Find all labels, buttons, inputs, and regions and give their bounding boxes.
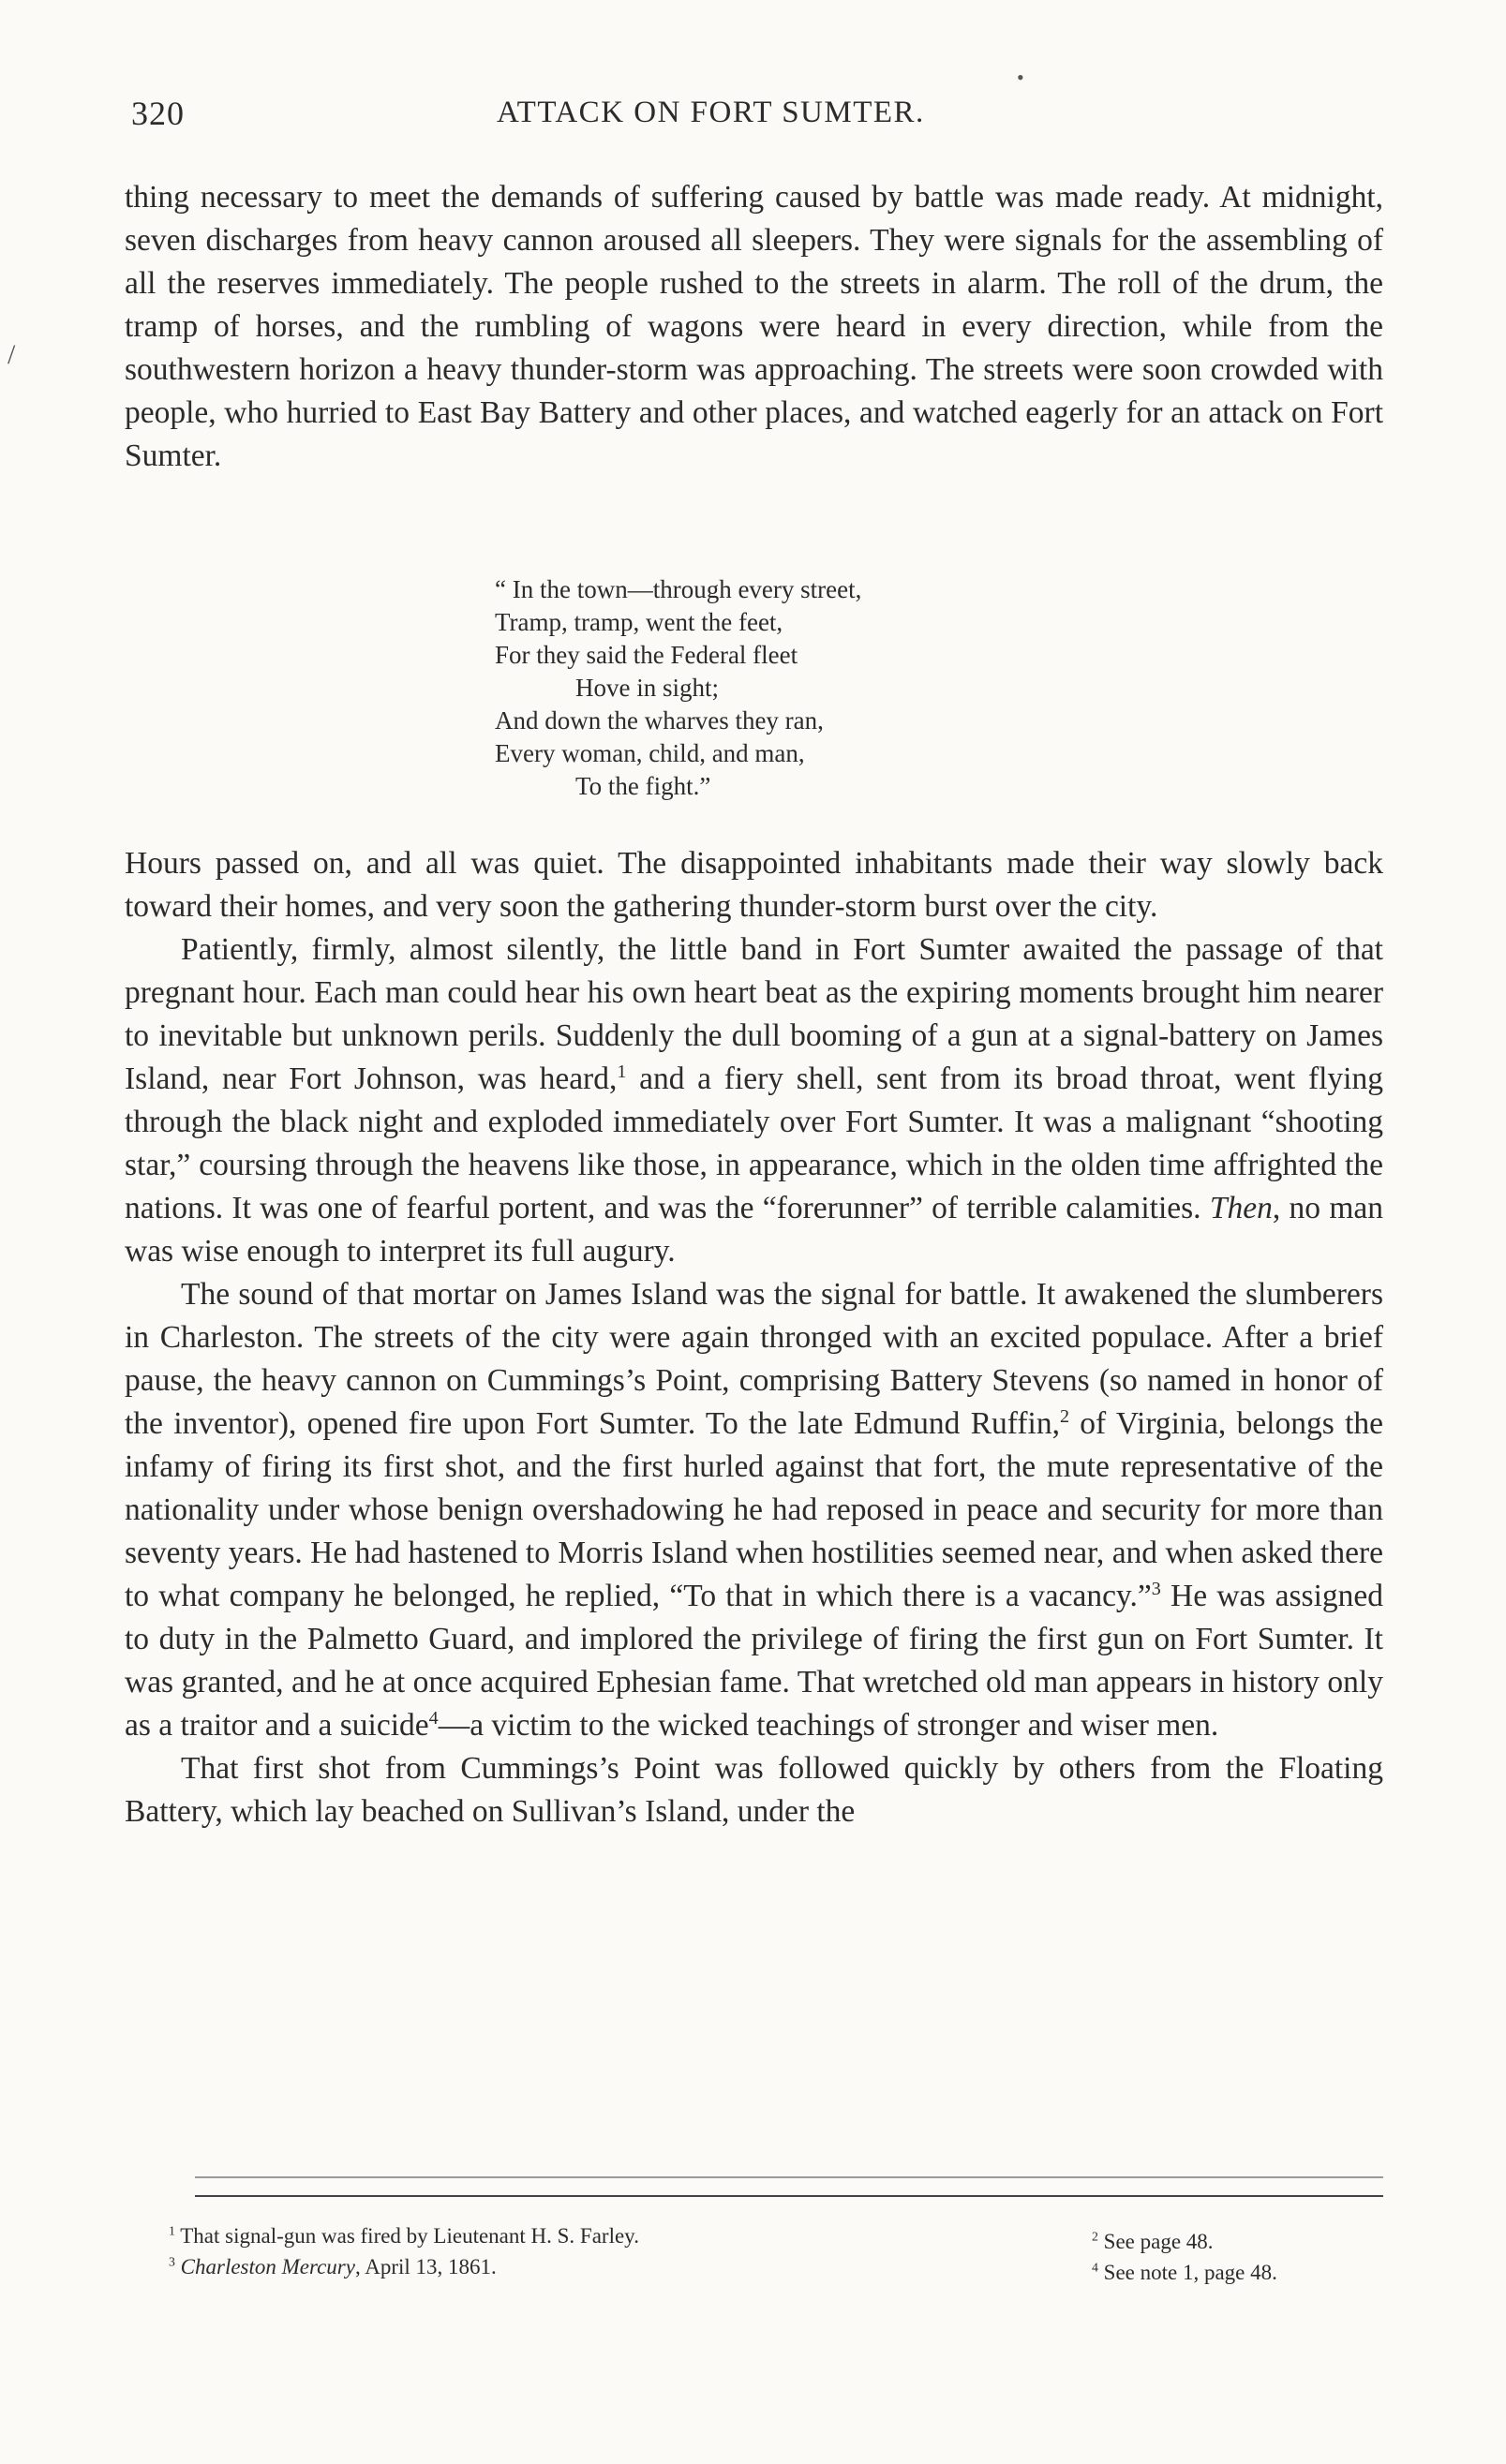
text-run: and a fiery shell, sent from its broad throat, went flying through the black night and exploded immediately over Fort Sumter. It was a malignant “shooting star,” coursing through the heavens like those, in appearance, which in the olden time affrighted the nations. It was one of fearful portent, and was the “forerunner” of terrible calamities.	[125, 1061, 1383, 1225]
italic-text: Then	[1209, 1191, 1273, 1225]
footnote-text: See page 48.	[1103, 2230, 1214, 2253]
paragraph: Hours passed on, and all was quiet. The disappointed inhabitants made their way slowly back toward their homes, and very soon the gathering thunder-storm burst over the city.	[125, 846, 1383, 924]
page-header	[131, 66, 1382, 150]
footnote-row	[169, 2251, 1383, 2282]
verse-line: And down the wharves they ran,	[495, 706, 824, 735]
footnote-4	[1092, 2257, 1277, 2288]
footnote-number: 4	[1092, 2260, 1098, 2275]
footnote-3	[169, 2251, 497, 2282]
footnote-text: See note 1, page 48.	[1103, 2261, 1277, 2284]
verse-line: Tramp, tramp, went the feet,	[495, 608, 783, 636]
text-run: —a victim to the wicked teachings of stronger and wiser men.	[438, 1708, 1219, 1743]
text-block-main	[125, 842, 1383, 1833]
footnote-text: That signal-gun was fired by Lieutenant H. S. Farley.	[180, 2224, 639, 2248]
text-block-top	[125, 176, 1383, 478]
footnote-ref: 1	[617, 1061, 627, 1082]
footnote-rule-faint	[195, 2176, 1383, 2178]
footnote-number: 1	[169, 2223, 175, 2238]
footnote-text: , April 13, 1861.	[354, 2255, 497, 2278]
paragraph	[125, 1273, 1383, 1747]
verse-line: “ In the town—through every street,	[495, 575, 862, 603]
text-run: He was assigned to duty in the Palmetto Guard, and implored the privilege of firing the first gun on Fort Sumter. It was granted, and he at once acquired Ephesian fame. That wretched old man appears in history only as a traitor and a suicide	[125, 1579, 1384, 1743]
footnote-rule	[195, 2195, 1383, 2197]
footnote-row	[169, 2220, 1383, 2251]
paragraph-continued: thing necessary to meet the demands of suffering caused by battle was made ready. At midnight, seven discharges from heavy cannon aroused all sleepers. They were signals for the assembling of all the reserves immediately. The people rushed to the streets in alarm. The roll of the drum, the tramp of horses, and the rumbling of wagons were heard in every direction, while from the southwestern horizon a heavy thunder-storm was approaching. The streets were soon crowded with people, who hurried to East Bay Battery and other places, and watched eagerly for an attack on Fort Sumter.	[125, 180, 1383, 473]
paragraph: That first shot from Cummings’s Point was followed quickly by others from the Floating Battery, which lay beached on Sullivan’s Island, under the	[125, 1751, 1383, 1829]
margin-pencil-mark: /	[7, 339, 16, 370]
footnote-ref: 2	[1059, 1405, 1069, 1427]
footnote-source: Charleston Mercury	[180, 2255, 355, 2278]
paragraph	[125, 928, 1383, 1273]
verse-line: For they said the Federal fleet	[495, 641, 798, 669]
footnote-1	[169, 2220, 639, 2251]
verse-quotation	[495, 573, 861, 803]
running-title: ATTACK ON FORT SUMTER.	[497, 96, 925, 129]
verse-line: Every woman, child, and man,	[495, 739, 805, 767]
text-run: Patiently, firmly, almost silently, the little band in Fort Sumter awaited the passage of that pregnant hour. Each man could hear his own heart beat as the expiring moments brought him nearer to inevitable but unknown perils. Suddenly the dull booming of a gun at a signal-battery on James Island, near Fort Johnson, was heard,	[125, 932, 1383, 1096]
page-number: 320	[131, 95, 185, 132]
text-run: , no man was wise enough to interpret its full augury.	[125, 1191, 1383, 1269]
stray-mark: •	[1017, 66, 1024, 89]
verse-line: To the fight.”	[575, 772, 711, 800]
verse-line: Hove in sight;	[575, 674, 719, 702]
text-run: The sound of that mortar on James Island was the signal for battle. It awakened the slumberers in Charleston. The streets of the city were again thronged with an excited populace. After a brief pause, the heavy cannon on Cummings’s Point, comprising Battery Stevens (so named in honor of the inventor), opened fire upon Fort Sumter. To the late Edmund Ruffin,	[125, 1277, 1383, 1441]
footnote-number: 3	[169, 2254, 175, 2269]
footnote-ref: 3	[1151, 1578, 1161, 1599]
footnote-ref: 4	[428, 1707, 439, 1729]
footnotes	[169, 2220, 1383, 2282]
footnote-number: 2	[1092, 2229, 1098, 2244]
text-run: of Virginia, belongs the infamy of firing its first shot, and the first hurled against that fort, the mute representative of the nationality under whose benign overshadowing he had reposed in peace and security for more than seventy years. He had hastened to Morris Island when hostilities seemed near, and when asked there to what company he belonged, he replied, “To that in which there is a vacancy.”	[125, 1406, 1383, 1613]
